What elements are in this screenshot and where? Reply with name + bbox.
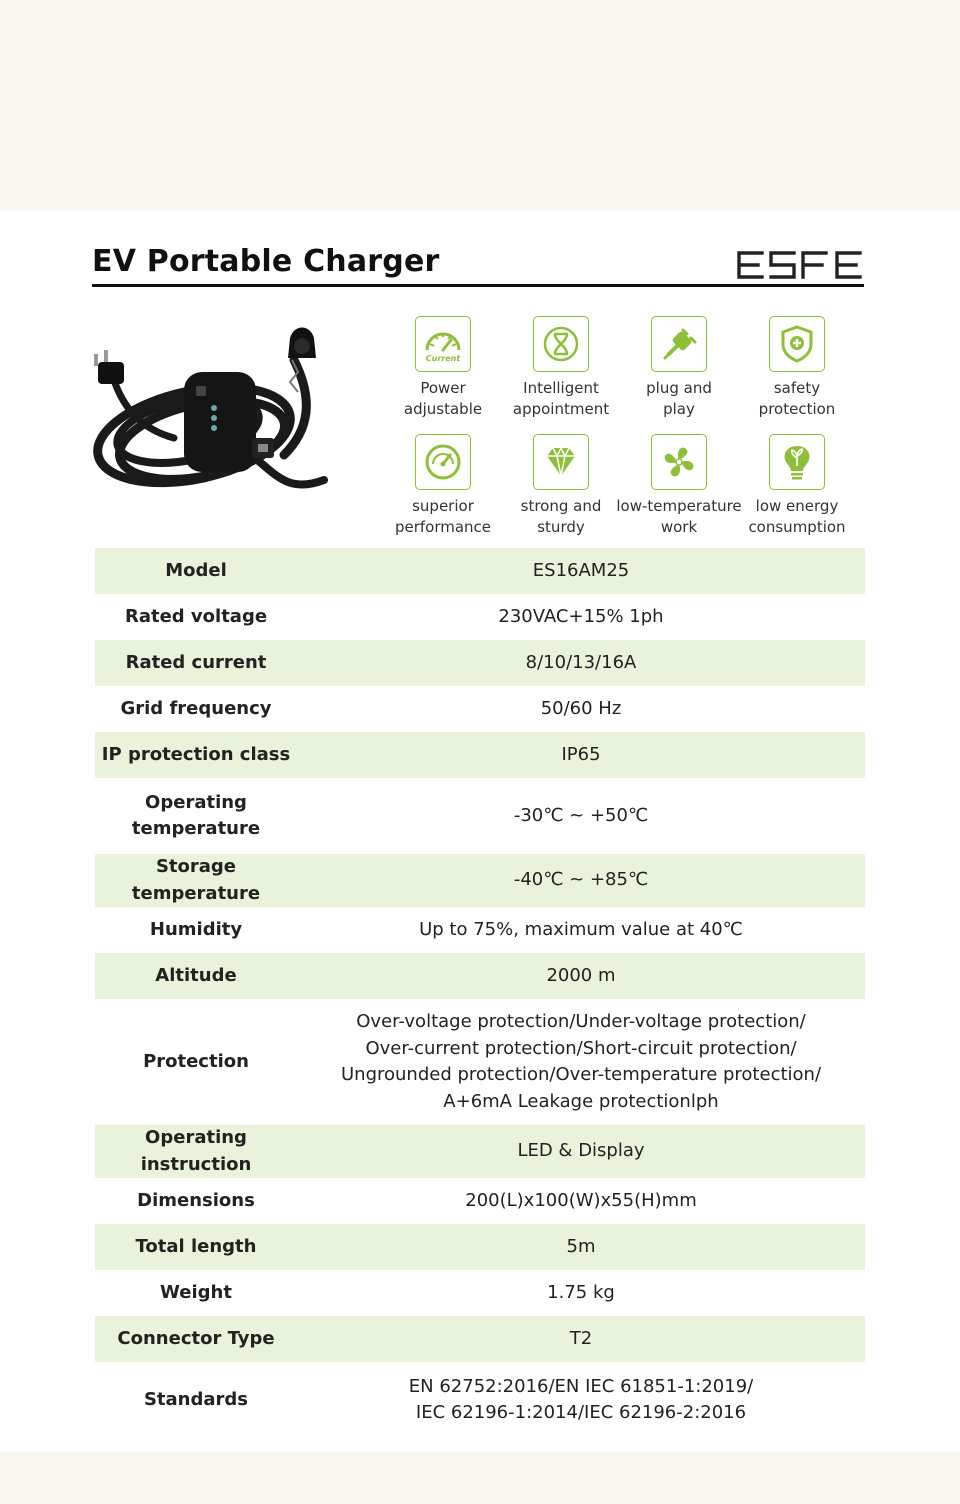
leaf-bulb-icon <box>769 434 825 490</box>
speedometer-icon <box>415 434 471 490</box>
spec-row <box>95 1316 865 1362</box>
feature-label: low-temperature work <box>616 497 742 536</box>
spec-value: 230VAC+15% 1ph <box>498 605 664 627</box>
spec-sheet <box>0 210 960 1452</box>
spec-value: 8/10/13/16A <box>297 640 865 686</box>
product-image <box>84 320 384 560</box>
feature-intelligent-appointment <box>502 316 620 434</box>
feature-label: safety protection <box>758 379 836 418</box>
spec-value: Over-voltage protection/Under-voltage protection/ Over-current protection/Short-circuit protection/ Ungrounded protection/Over-temperature protection/ A+6mA Leakage protectionlph <box>340 1011 822 1112</box>
spec-value: -30℃ ~ +50℃ <box>513 804 649 826</box>
spec-row <box>95 594 865 640</box>
feature-grid <box>384 316 860 548</box>
spec-key: Humidity <box>149 918 243 940</box>
spec-key: Model <box>95 548 297 594</box>
spec-value: IP65 <box>297 732 865 778</box>
spec-table <box>95 548 865 1438</box>
spec-row <box>95 732 865 778</box>
spec-key: IP protection class <box>95 732 297 778</box>
spec-row <box>95 1178 865 1224</box>
plug-icon <box>651 316 707 372</box>
feature-power-adjustable <box>384 316 502 434</box>
spec-row <box>95 1224 865 1270</box>
spec-value: 50/60 Hz <box>540 697 622 719</box>
spec-key: Dimensions <box>137 1189 255 1211</box>
shield-plus-icon <box>769 316 825 372</box>
spec-row <box>95 1125 865 1178</box>
spec-value: 200(L)x100(W)x55(H)mm <box>465 1189 697 1211</box>
spec-value: 5m <box>297 1224 865 1270</box>
spec-row <box>95 1270 865 1316</box>
spec-row <box>95 854 865 907</box>
spec-key: Operating temperature <box>131 791 261 839</box>
feature-plug-and-play <box>620 316 738 434</box>
spec-value: T2 <box>297 1316 865 1362</box>
spec-key: Grid frequency <box>120 697 272 719</box>
feature-low-energy-consumption <box>738 434 856 552</box>
spec-row <box>95 953 865 999</box>
spec-row <box>95 999 865 1125</box>
spec-value: LED & Display <box>297 1125 865 1178</box>
feature-low-temperature-work <box>616 434 742 552</box>
spec-key: Total length <box>95 1224 297 1270</box>
spec-row <box>95 1362 865 1438</box>
feature-label: Intelligent appointment <box>512 379 610 418</box>
diamond-icon <box>533 434 589 490</box>
feature-superior-performance <box>384 434 502 552</box>
spec-row <box>95 640 865 686</box>
spec-key: Standards <box>143 1388 249 1410</box>
feature-label: superior performance <box>394 497 492 536</box>
spec-key: Rated current <box>95 640 297 686</box>
feature-label: strong and sturdy <box>520 497 602 536</box>
feature-strong-and-sturdy <box>502 434 620 552</box>
spec-value: ES16AM25 <box>297 548 865 594</box>
spec-value: 1.75 kg <box>547 1281 615 1303</box>
spec-value: Up to 75%, maximum value at 40℃ <box>419 918 743 940</box>
spec-row <box>95 686 865 732</box>
spec-key: Storage temperature <box>95 854 297 907</box>
page-title: EV Portable Charger <box>92 244 440 279</box>
spec-key: Altitude <box>95 953 297 999</box>
spec-value: 2000 m <box>297 953 865 999</box>
spec-row <box>95 778 865 854</box>
spec-row <box>95 548 865 594</box>
spec-key: Connector Type <box>95 1316 297 1362</box>
feature-label: plug and play <box>646 379 712 418</box>
spec-key: Operating instruction <box>95 1125 297 1178</box>
brand-logo <box>736 246 864 284</box>
spec-key: Weight <box>160 1281 232 1303</box>
title-rule <box>92 284 864 287</box>
footer-band <box>0 1452 960 1504</box>
spec-key: Rated voltage <box>124 605 268 627</box>
feature-label: Power adjustable <box>403 379 483 418</box>
current-icon-label: Current <box>425 354 461 363</box>
hourglass-clock-icon <box>533 316 589 372</box>
current-gauge-icon <box>415 316 471 372</box>
spec-value: -40℃ ~ +85℃ <box>297 854 865 907</box>
spec-row <box>95 907 865 953</box>
spec-value: EN 62752:2016/EN IEC 61851-1:2019/ IEC 62196-1:2014/IEC 62196-2:2016 <box>408 1375 754 1423</box>
fan-icon <box>651 434 707 490</box>
spec-key: Protection <box>143 1050 249 1072</box>
feature-safety-protection <box>738 316 856 434</box>
feature-label: low energy consumption <box>748 497 846 536</box>
